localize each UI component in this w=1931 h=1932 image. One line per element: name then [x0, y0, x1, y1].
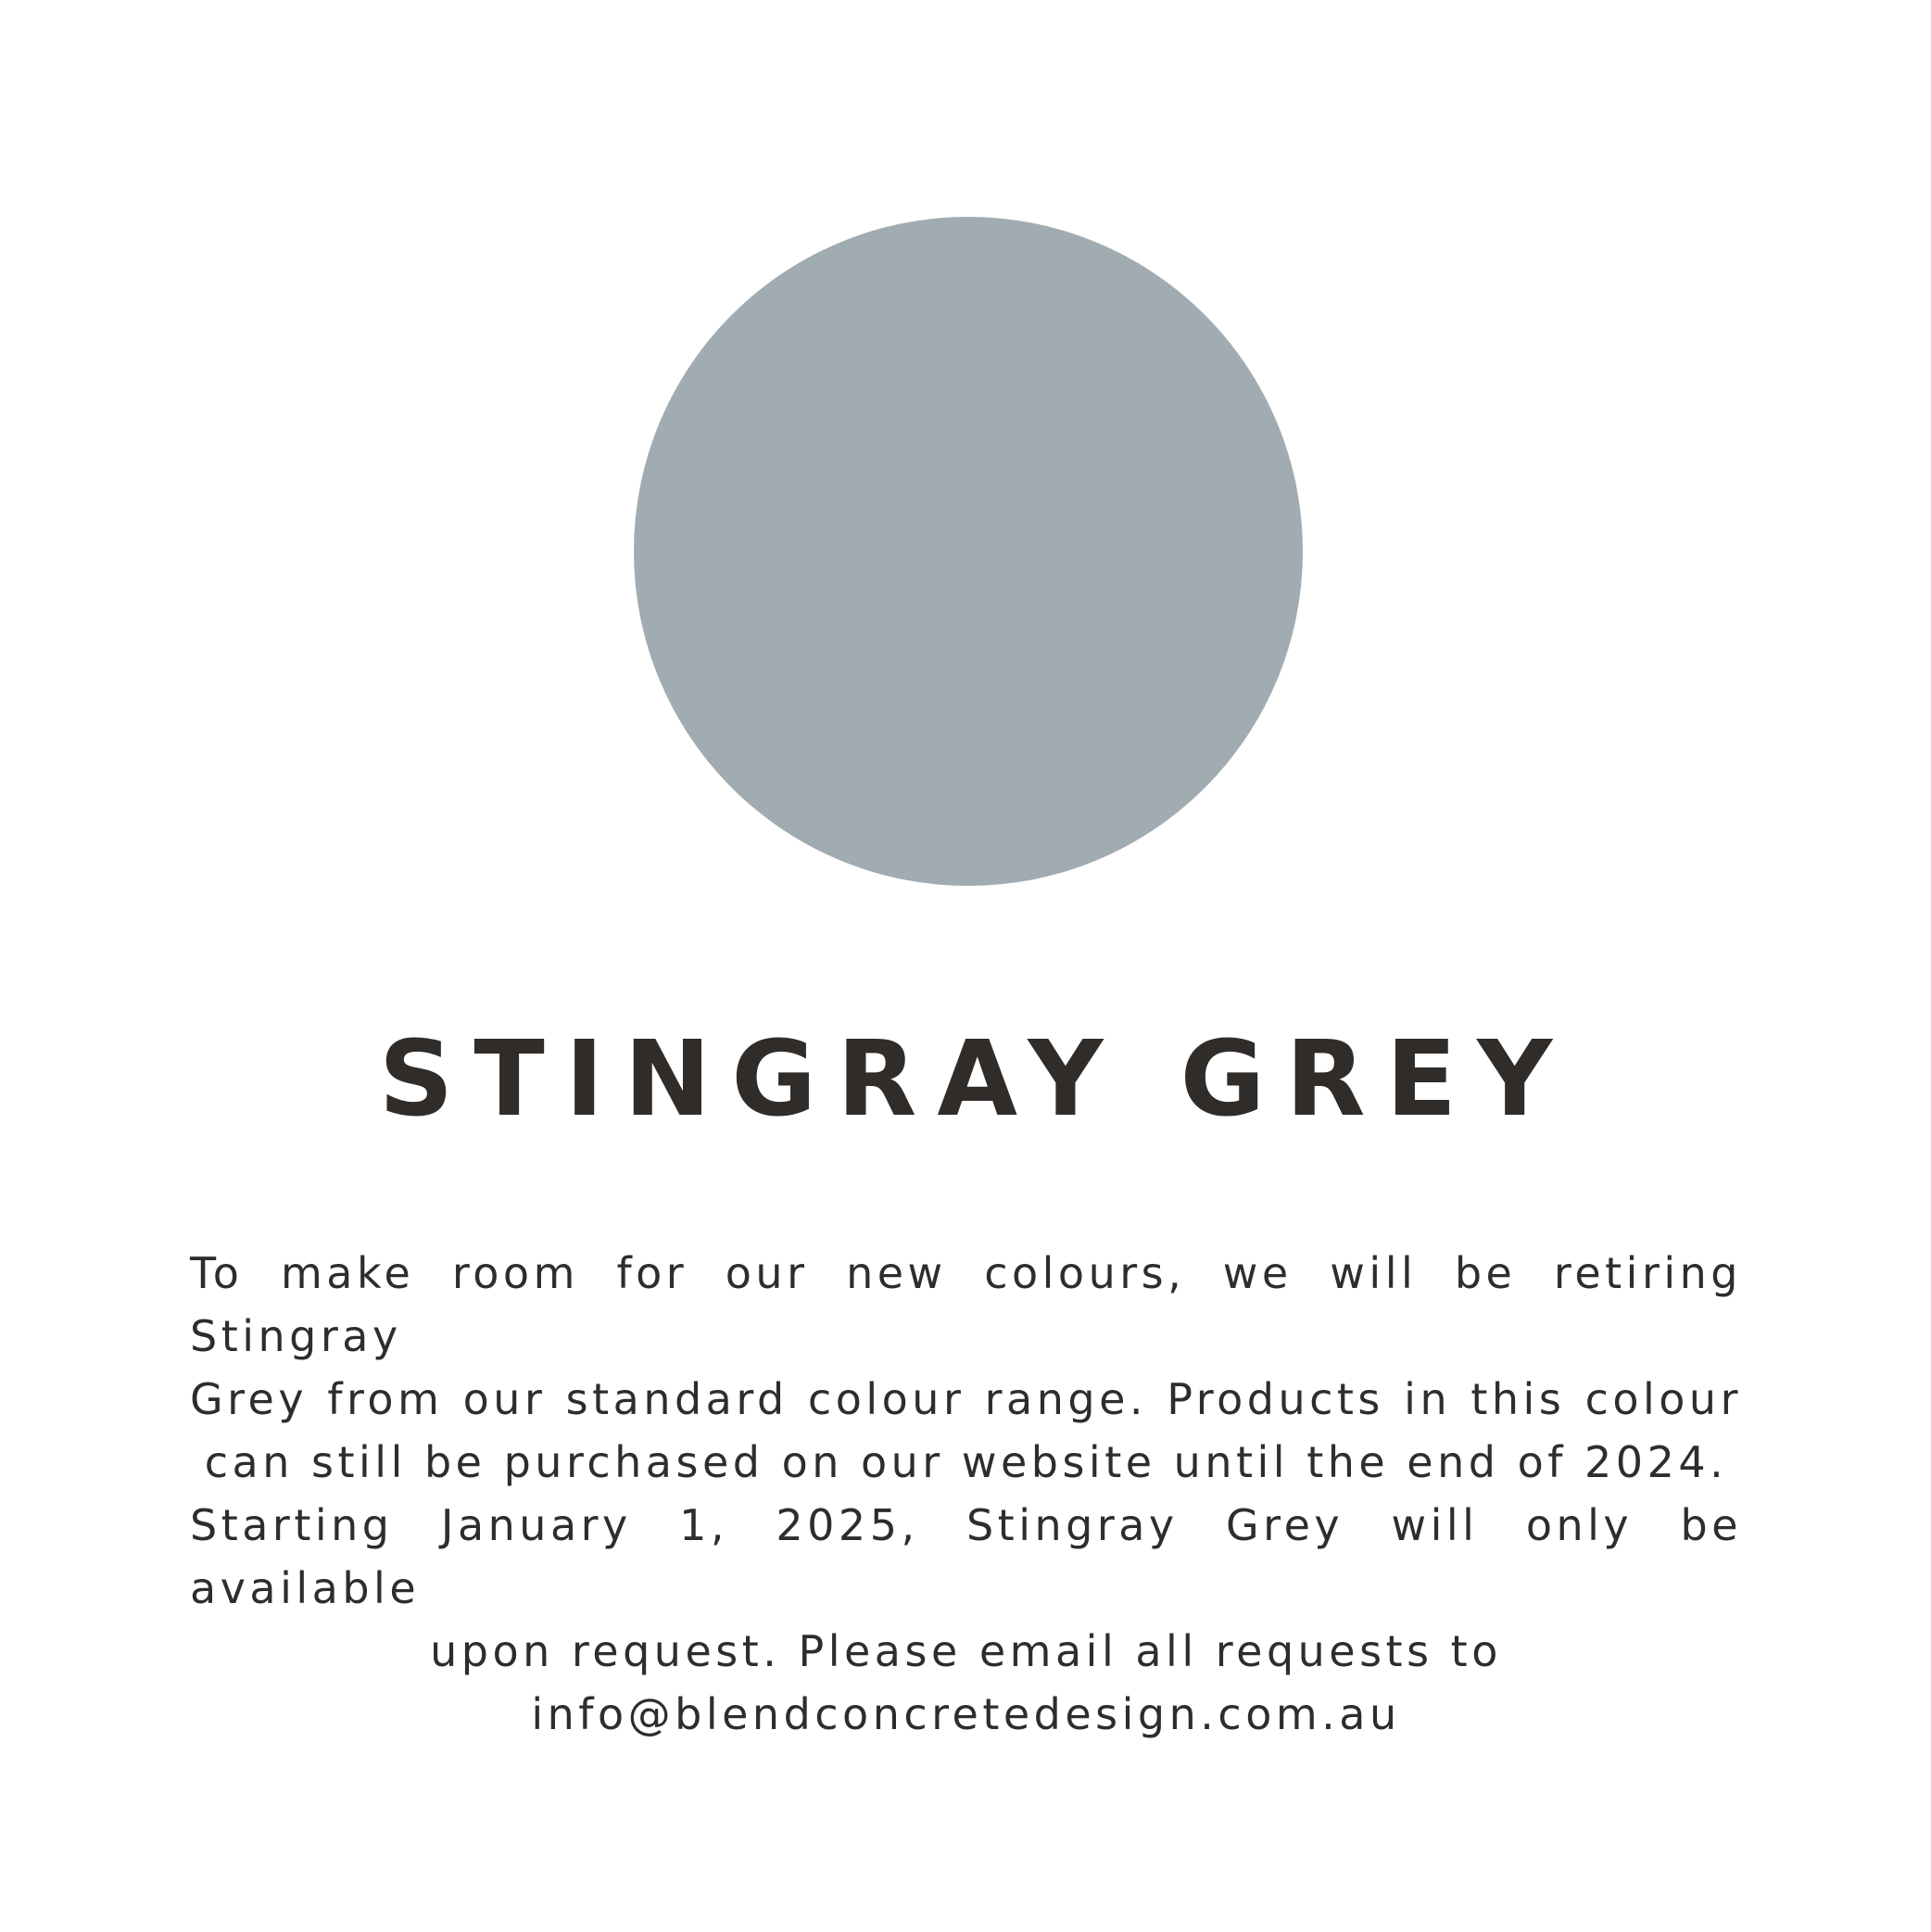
- retirement-notice-paragraph: [190, 1242, 1742, 1494]
- notice-line: can still be purchased on our website until the end of 2024.: [204, 1437, 1728, 1487]
- notice-line: Starting January 1, 2025, Stingray Grey will only be available: [190, 1500, 1742, 1613]
- colour-name-title: STINGRAY GREY: [378, 1019, 1573, 1140]
- availability-notice-paragraph: [190, 1494, 1742, 1746]
- notice-line: upon request. Please email all requests to: [430, 1626, 1502, 1676]
- colour-swatch-circle: [634, 217, 1303, 886]
- contact-email: info@blendconcretedesign.com.au: [531, 1689, 1401, 1739]
- notice-line: Grey from our standard colour range. Products in this colour: [190, 1374, 1742, 1424]
- notice-line: To make room for our new colours, we will be retiring Stingray: [190, 1248, 1742, 1361]
